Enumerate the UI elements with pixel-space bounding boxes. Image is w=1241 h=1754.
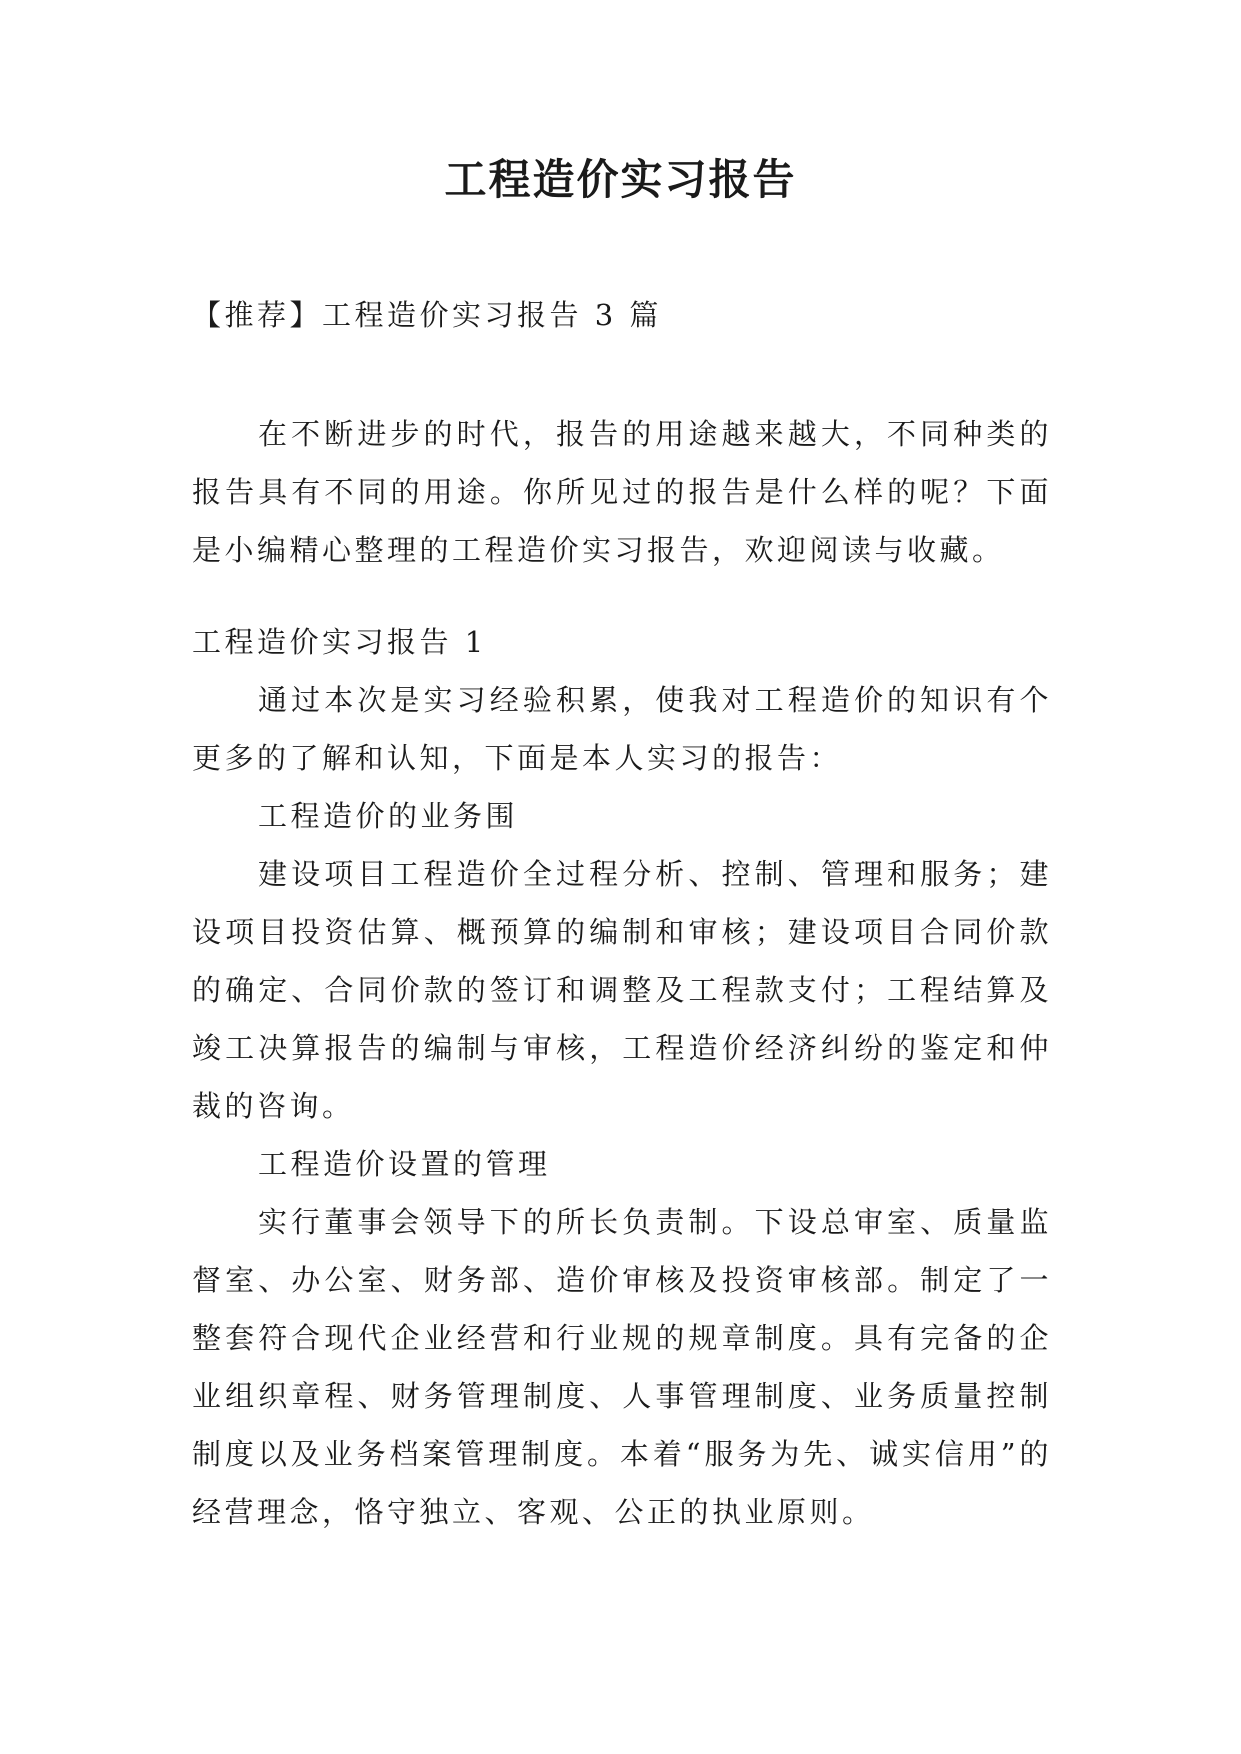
body-paragraph: 实行董事会领导下的所长负责制。下设总审室、质量监督室、办公室、财务部、造价审核及投资审核部。制定了一整套符合现代企业经营和行业规的规章制度。具有完备的企业组织章程、财务管理制度、人事管理制度、业务质量控制制度以及业务档案管理制度。本着“服务为先、诚实信用”的经营理念，恪守独立、客观、公正的执业原则。: [192, 1205, 1052, 1529]
section-heading: 工程造价实习报告 1: [192, 625, 487, 659]
subheading-management: 工程造价设置的管理: [258, 1147, 551, 1181]
body-paragraph: 建设项目工程造价全过程分析、控制、管理和服务；建设项目投资估算、概预算的编制和审核；建设项目合同价款的确定、合同价款的签订和调整及工程款支付；工程结算及竣工决算报告的编制与审核，工程造价经济纠纷的鉴定和仲裁的咨询。: [192, 857, 1052, 1123]
page-title: 工程造价实习报告: [444, 155, 797, 204]
body-paragraph: 通过本次是实习经验积累，使我对工程造价的知识有个更多的了解和认知，下面是本人实习的报告：: [192, 683, 1052, 775]
document-body: [192, 405, 1052, 1541]
document-subtitle: 【推荐】工程造价实习报告 3 篇: [192, 298, 662, 332]
subheading-business-scope: 工程造价的业务围: [258, 799, 519, 833]
intro-paragraph: 在不断进步的时代，报告的用途越来越大，不同种类的报告具有不同的用途。你所见过的报告是什么样的呢？下面是小编精心整理的工程造价实习报告，欢迎阅读与收藏。: [192, 417, 1052, 567]
